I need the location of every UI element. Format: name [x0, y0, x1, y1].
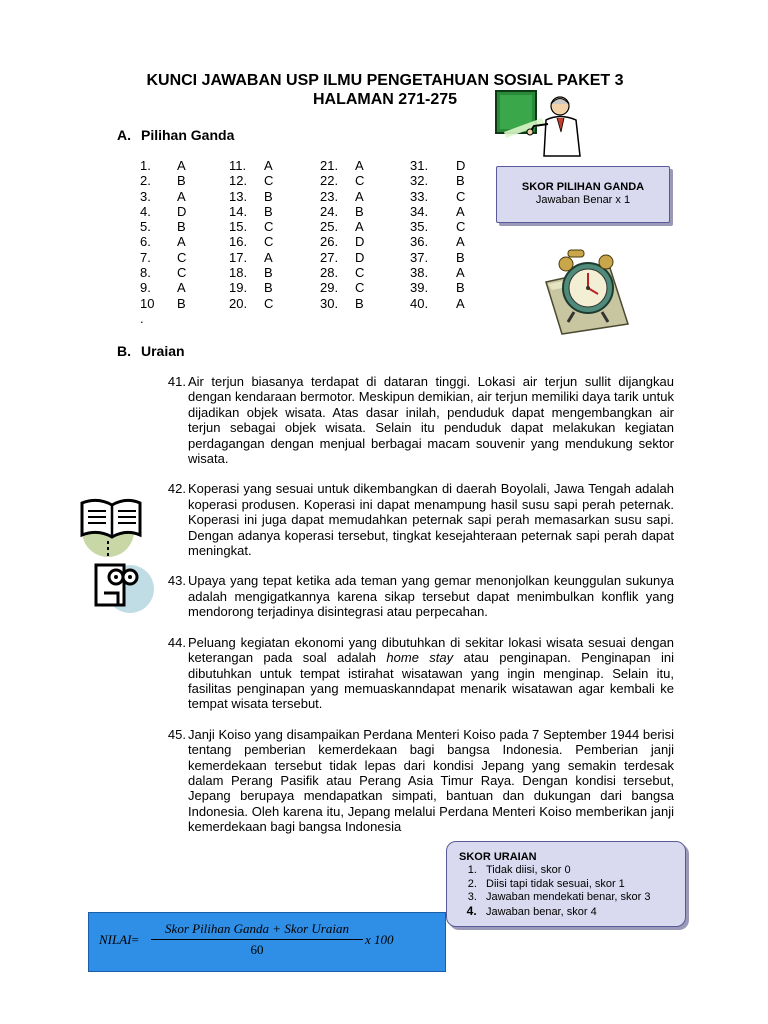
answer-letter: A	[264, 158, 273, 173]
answer-number: 8.	[140, 265, 151, 281]
essay-number: 45.	[167, 726, 186, 742]
answer-letter: C	[355, 173, 365, 189]
answer-row	[320, 219, 364, 234]
answer-row	[410, 234, 465, 249]
answer-row	[229, 189, 273, 204]
answer-number: 14.	[229, 203, 248, 219]
answer-row	[229, 250, 273, 265]
formula-fraction	[151, 921, 363, 958]
answer-letter: C	[264, 295, 274, 311]
answer-letter: A	[355, 219, 364, 235]
score-uraian-item: 1. Tidak diisi, skor 0	[480, 864, 685, 878]
title-line-1: KUNCI JAWABAN USP ILMU PENGETAHUAN SOSIAL PAKET 3	[146, 72, 624, 89]
answer-number: 1.	[140, 158, 151, 173]
answer-letter: A	[177, 234, 186, 250]
essay-text	[186, 374, 674, 466]
answer-row	[320, 234, 364, 249]
formula-lhs-text: NILAI	[99, 932, 132, 947]
answer-column-3	[320, 158, 364, 311]
answer-row	[140, 173, 186, 188]
answer-letter: B	[177, 295, 186, 311]
answer-row	[410, 173, 465, 188]
essay-number: 44.	[167, 634, 186, 650]
essay-number: 43.	[167, 573, 186, 589]
answer-number: 28.	[320, 265, 339, 281]
answer-letter: C	[177, 249, 187, 265]
page-title	[90, 71, 680, 109]
answer-letter: D	[355, 234, 365, 250]
answer-number: 10 .	[140, 295, 155, 326]
answer-letter: B	[264, 188, 273, 204]
answer-number: 16.	[229, 234, 248, 250]
answer-number: 29.	[320, 280, 339, 296]
answer-number: 15.	[229, 219, 248, 235]
answer-number: 12.	[229, 173, 248, 189]
answer-row	[140, 280, 186, 295]
answer-number: 33.	[410, 188, 429, 204]
answer-number: 25.	[320, 219, 339, 235]
answer-row	[140, 158, 186, 173]
score-essay-box	[446, 841, 686, 927]
essay-item	[160, 635, 674, 712]
answer-letter: C	[456, 219, 466, 235]
answer-letter: A	[456, 295, 465, 311]
answer-letter: C	[264, 234, 274, 250]
answer-row	[229, 296, 273, 311]
essay-number: 41.	[167, 374, 186, 389]
essay-answer-list	[160, 374, 674, 850]
answer-letter: C	[264, 173, 274, 189]
answer-number: 2.	[140, 173, 151, 189]
answer-number: 37.	[410, 249, 429, 265]
answer-row	[140, 234, 186, 249]
answer-column-1	[140, 158, 186, 326]
essay-text-main: Koperasi yang sesuai untuk dikembangkan di daerah Boyolali, Jawa Tengah adalah koperasi produsen. Koperasi ini dapat menampung hasil susu sapi perah peternak. Koperasi ini juga dapat memudahkan peternak sapi perah memasarkan susu sapi. Dengan adanya koperasi tersebut, tingkat kesejahteraan peternak sapi perah dapat meningkat.	[188, 481, 674, 559]
answer-number: 26.	[320, 234, 339, 250]
answer-row	[320, 158, 364, 173]
answer-row	[320, 173, 364, 188]
score-pg-title: SKOR PILIHAN GANDA	[521, 181, 645, 193]
answer-number: 24.	[320, 203, 339, 219]
section-b-title: Uraian	[141, 343, 185, 359]
answer-letter: B	[355, 295, 364, 311]
answer-row	[410, 189, 465, 204]
reading-book-icon	[78, 497, 156, 619]
title-line-2: HALAMAN 271-275	[312, 91, 458, 108]
answer-number: 21.	[320, 158, 339, 173]
formula-equals: =	[131, 932, 139, 947]
answer-number: 3.	[140, 188, 151, 204]
essay-text-rest: atau penginapan. Penginapan ini dibutuhkan untuk tempat istirahat wisatawan yang ingin menginap. Selain itu, fasilitas penginapan yang memuaskanndapat menarik wisatawan agar kembali ke tempat wisata tersebut.	[188, 650, 674, 712]
answer-letter: B	[177, 219, 186, 235]
answer-letter: A	[177, 158, 186, 173]
answer-number: 13.	[229, 188, 248, 204]
answer-row	[410, 204, 465, 219]
answer-letter: C	[264, 219, 274, 235]
answer-number: 34.	[410, 203, 429, 219]
answer-letter: B	[456, 280, 465, 296]
essay-item	[160, 573, 674, 619]
answer-letter: C	[355, 265, 365, 281]
formula-multiplier: x 100	[365, 932, 394, 947]
answer-row	[410, 296, 465, 311]
score-uraian-title: SKOR URAIAN	[459, 851, 537, 863]
formula-denominator: 60	[250, 942, 264, 957]
answer-number: 32.	[410, 173, 429, 189]
essay-text-main: Janji Koiso yang disampaikan Perdana Menteri Koiso pada 7 September 1944 berisi tentang pemberian kemerdekaan bagi bangsa Indonesia. Pemberian janji kemerdekaan tersebut tidak lepas dari kondisi Jepang yang semakin terdesak dalam Perang Pasifik atau Perang Asia Timur Raya. Dengan kondisi tersebut, Jepang berupaya mendapatkan simpati, bantuan dan dukungan dari bangsa Indonesia. Oleh karena itu, Jepang melalui Perdana Menteri Koiso memberikan janji kemerdekaan bagi bangsa Indonesia	[188, 726, 674, 835]
essay-item	[160, 727, 674, 835]
score-uraian-item	[480, 905, 685, 920]
essay-text	[186, 727, 674, 835]
section-a-title: Pilihan Ganda	[141, 127, 235, 143]
answer-row	[410, 265, 465, 280]
essay-text-main: Upaya yang tepat ketika ada teman yang gemar menonjolkan keunggulan sukunya adalah mengigatkannya karena sikap tersebut dapat menimbulkan konflik yang mendorong terjadinya disintegrasi atau perpecahan.	[188, 573, 674, 620]
answer-letter: A	[355, 188, 364, 204]
score-multiple-choice-box	[496, 166, 670, 223]
section-b-letter: B.	[117, 343, 131, 359]
answer-letter: C	[177, 265, 187, 281]
answer-row	[410, 280, 465, 295]
answer-row	[140, 296, 186, 326]
answer-letter: B	[177, 173, 186, 189]
answer-row	[140, 219, 186, 234]
essay-item	[160, 481, 674, 558]
answer-letter: B	[264, 265, 273, 281]
answer-column-2	[229, 158, 273, 311]
answer-letter: A	[456, 203, 465, 219]
answer-letter: D	[456, 158, 466, 173]
answer-letter: B	[264, 203, 273, 219]
answer-row	[320, 204, 364, 219]
section-a-heading	[117, 127, 234, 143]
essay-item	[160, 374, 674, 466]
section-b-heading	[117, 343, 185, 359]
alarm-clock-icon	[540, 244, 632, 336]
answer-row	[410, 250, 465, 265]
answer-row	[229, 280, 273, 295]
answer-number: 4.	[140, 203, 151, 219]
answer-number: 19.	[229, 280, 248, 296]
answer-letter: A	[456, 265, 465, 281]
answer-number: 36.	[410, 234, 429, 250]
answer-letter: B	[456, 249, 465, 265]
answer-letter: B	[456, 173, 465, 189]
answer-row	[320, 189, 364, 204]
answer-row	[229, 173, 273, 188]
answer-row	[140, 250, 186, 265]
answer-number: 6.	[140, 234, 151, 250]
essay-text-em: home stay	[386, 650, 454, 666]
section-a-letter: A.	[117, 127, 131, 143]
answer-number: 31.	[410, 158, 429, 173]
formula-numerator: Skor Pilihan Ganda + Skor Uraian	[151, 921, 363, 940]
answer-number: 39.	[410, 280, 429, 296]
answer-row	[229, 234, 273, 249]
essay-text-main: Air terjun biasanya terdapat di dataran tinggi. Lokasi air terjun sullit dijangkau dengan kendaraan bermotor. Meskipun demikian, air terjun memiliki daya tarik untuk dijadikan objek wisata. Atas dasar inilah, penduduk dapat mengembangkan air terjun sebagai objek wisata. Selain itu penduduk dapat melakukan kegiatan perdagangan dengan menjual berbagai macam souvenir yang mendukung sektor wisata.	[188, 374, 674, 467]
answer-column-4	[410, 158, 465, 311]
essay-text	[186, 635, 674, 712]
score-uraian-item: 3. Jawaban mendekati benar, skor 3	[480, 891, 685, 905]
answer-row	[229, 204, 273, 219]
answer-number: 30.	[320, 295, 339, 311]
answer-row	[410, 219, 465, 234]
answer-letter: A	[177, 188, 186, 204]
answer-letter: D	[177, 203, 187, 219]
answer-number: 40.	[410, 295, 429, 311]
teacher-pointing-icon	[494, 88, 589, 160]
grade-formula-box	[88, 912, 446, 972]
essay-number: 42.	[167, 481, 186, 497]
answer-row	[320, 280, 364, 295]
answer-row	[320, 250, 364, 265]
answer-letter: D	[355, 249, 365, 265]
answer-row	[320, 265, 364, 280]
answer-number: 17.	[229, 249, 248, 265]
answer-letter: B	[355, 203, 364, 219]
answer-number: 23.	[320, 188, 339, 204]
essay-text	[186, 573, 674, 619]
answer-number: 9.	[140, 280, 151, 296]
answer-row	[229, 219, 273, 234]
answer-number: 22.	[320, 173, 339, 189]
answer-number: 7.	[140, 249, 151, 265]
answer-number: 27.	[320, 249, 339, 265]
answer-number: 38.	[410, 265, 429, 281]
essay-text	[186, 481, 674, 558]
answer-row	[140, 204, 186, 219]
answer-row	[229, 158, 273, 173]
answer-row	[140, 189, 186, 204]
score-uraian-item: 2. Diisi tapi tidak sesuai, skor 1	[480, 878, 685, 892]
score-uraian-list	[447, 864, 685, 919]
answer-letter: A	[355, 158, 364, 173]
essay-text-main: Peluang kegiatan ekonomi yang dibutuhkan di sekitar lokasi wisata sesuai dengan keterangan pada soal adalah	[188, 634, 674, 666]
answer-number: 20.	[229, 295, 248, 311]
answer-letter: C	[355, 280, 365, 296]
answer-number: 35.	[410, 219, 429, 235]
answer-number: 5.	[140, 219, 151, 235]
answer-row	[229, 265, 273, 280]
answer-row	[320, 296, 364, 311]
answer-letter: A	[264, 249, 273, 265]
answer-row	[140, 265, 186, 280]
answer-letter: C	[456, 188, 466, 204]
answer-row	[410, 158, 465, 173]
score-pg-subtitle: Jawaban Benar x 1	[535, 194, 631, 206]
answer-number: 18.	[229, 265, 248, 281]
answer-number: 11.	[229, 158, 247, 173]
answer-letter: B	[264, 280, 273, 296]
answer-letter: A	[177, 280, 186, 296]
answer-letter: A	[456, 234, 465, 250]
formula-lhs	[99, 932, 139, 948]
score-uraian-item-text: Jawaban benar, skor 4	[486, 905, 597, 918]
